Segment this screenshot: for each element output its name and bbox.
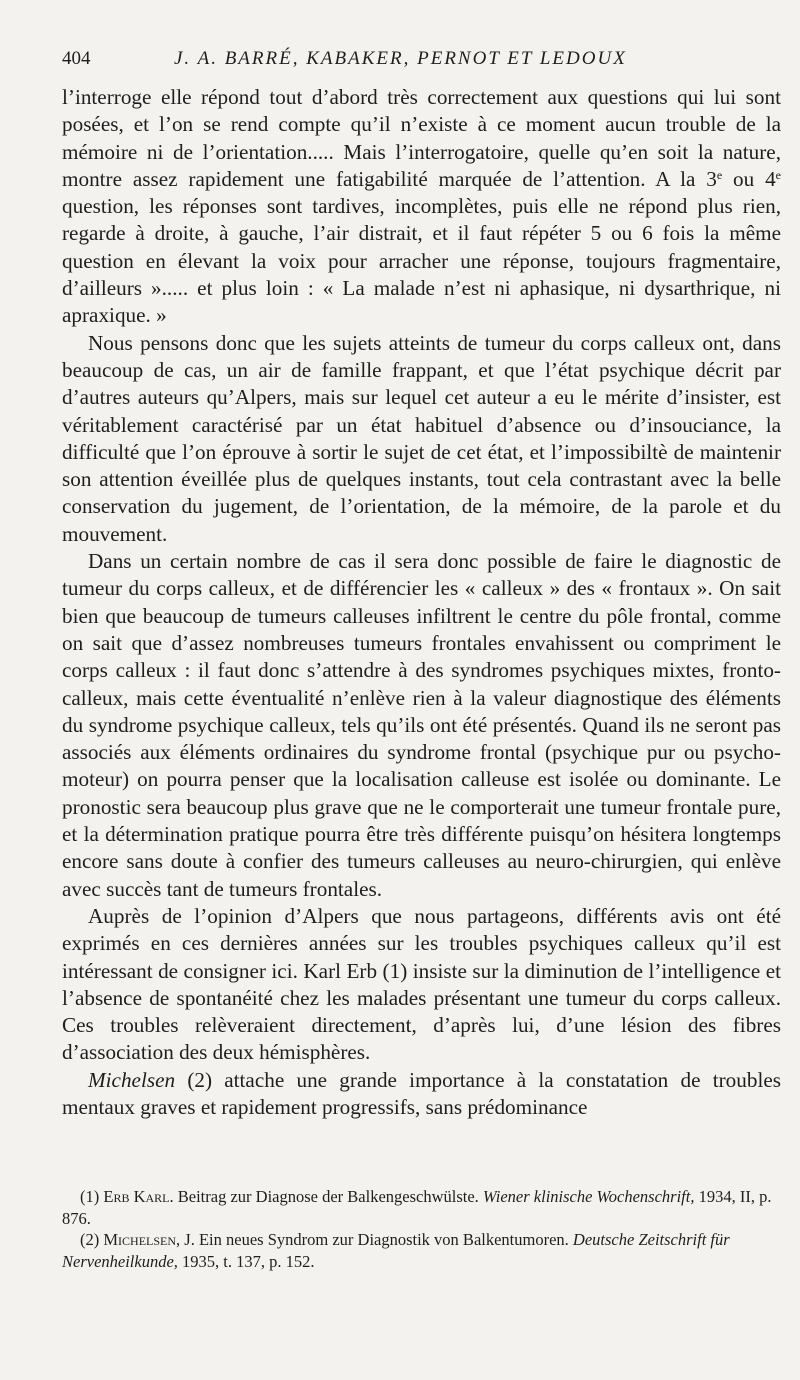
paragraph-1-end: question, les réponses sont tardives, incomplètes, puis elle ne répond plus rien, regarde à droite, à gauche, l’air distrait, et il faut répéter 5 ou 6 fois la même question en élevant la voix pour arracher une réponse, toujours fragmentaire, d’ailleurs »..... et plus loin : « La malade n’est ni aphasique, ni dysarthrique, ni apraxique. » — [62, 194, 781, 328]
paragraph-5-text: (2) attache une grande importance à la constatation de troubles mentaux graves et rapidement progressifs, sans prédominance — [62, 1067, 781, 1119]
footnote-author: Michelsen, — [103, 1230, 181, 1249]
footnote-2 — [62, 1229, 781, 1272]
paragraph-1-number: 3 — [706, 166, 717, 191]
paragraph-1-text: l’interroge elle répond tout d’abord très correctement aux questions qui lui sont posées, et l’on se rend compte qu’il n’existe à ce moment aucun trouble de la mémoire ni de l’orientation..... Mais l’interrogatoire, quelle qu’en soit la nature, montre assez rapidement une fatigabilité marquée de l’attention. A la — [62, 85, 781, 191]
paragraph-1 — [62, 84, 781, 330]
superscript-e: e — [716, 167, 723, 182]
main-text — [62, 84, 781, 1121]
footnote-reference: 1935, t. 137, p. 152. — [177, 1251, 315, 1271]
footnote-reference: 1934, II, p. 876. — [62, 1187, 772, 1228]
footnotes — [62, 1186, 781, 1272]
footnote-title: Beitrag zur Diagnose der Balkengeschwülste. — [173, 1187, 483, 1206]
footnote-1 — [62, 1186, 781, 1229]
footnote-author: Erb Karl. — [103, 1187, 174, 1206]
paragraph-2: Nous pensons donc que les sujets atteints de tumeur du corps calleux ont, dans beaucoup de cas, un air de famille frappant, et que l’état psychique décrit par d’autres auteurs qu’Alpers, mais sur lequel cet auteur a eu le mérite d’insister, est véritablement caractérisé par un état habituel d’absence ou d’insouciance, la difficulté que l’on éprouve à sortir le sujet de cet état, et l’impossibiltè de maintenir son attention éveillée plus de quelques instants, tout cela contrastant avec la belle conservation du jugement, de l’orientation, de la mémoire, de la parole et du mouvement. — [62, 330, 781, 546]
superscript-e: e — [775, 167, 781, 182]
paragraph-3: Dans un certain nombre de cas il sera donc possible de faire le diagnostic de tumeur du corps calleux, et de différencier les « calleux » des « frontaux ». On sait bien que beaucoup de tumeurs calleuses infiltrent le centre du pôle frontal, comme on sait que d’assez nombreuses tumeurs frontales envahissent ou compriment le corps calleux : il faut donc s’attendre à des syndromes psychiques mixtes, fronto-calleux, mais cette éventualité n’enlève rien à la valeur diagnostique des éléments du syndrome psychique calleux, tels qu’ils ont été présentés. Quand ils ne seront pas associés aux éléments ordinaires du syndrome frontal (psychique pur ou psycho-moteur) on pourra penser que la localisation calleuse est isolée ou dominante. Le pronostic sera beaucoup plus grave que ne le comporterait une tumeur frontale pure, et la détermination pratique pourra être très différente puisqu’on hésitera longtemps encore sans doute à confier des tumeurs calleuses au neuro-chirurgien, qui enlève avec succès tant de tumeurs frontales. — [62, 549, 781, 901]
running-title: J. A. BARRÉ, KABAKER, PERNOT ET LEDOUX — [174, 48, 627, 69]
footnote-journal: Wiener klinische Wochenschrift, — [482, 1187, 695, 1206]
footnote-title: J. Ein neues Syndrom zur Diagnostik von Balkentumoren. — [180, 1230, 573, 1249]
page-number: 404 — [62, 48, 91, 69]
running-head — [62, 48, 782, 76]
footnote-marker: (1) — [80, 1187, 100, 1206]
paragraph-1-middle: ou 4 — [722, 166, 776, 191]
author-name: Michelsen — [88, 1067, 176, 1092]
paragraph-5 — [62, 1067, 781, 1122]
footnote-marker: (2) — [80, 1230, 100, 1249]
footnote-journal: Deutsche Zeitschrift für Nervenheilkunde, — [62, 1230, 730, 1271]
paragraph-4: Auprès de l’opinion d’Alpers que nous partageons, différents avis ont été exprimés en ces dernières années sur les troubles psychiques calleux qu’il est intéressant de consigner ici. Karl Erb (1) insiste sur la diminution de l’intelligence et l’absence de spontanéité chez les malades présentant une tumeur du corps calleux. Ces troubles relèveraient directement, d’après lui, d’une lésion des fibres d’association des deux hémisphères. — [62, 903, 781, 1065]
